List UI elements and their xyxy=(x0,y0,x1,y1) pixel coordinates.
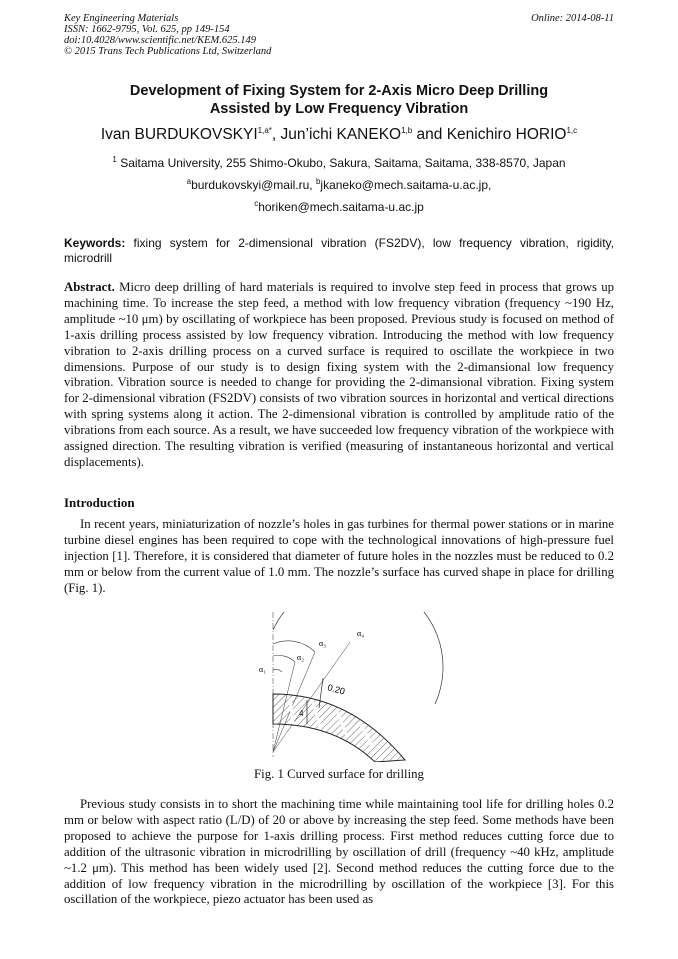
journal-name: Key Engineering Materials xyxy=(64,13,179,24)
title-line-2: Assisted by Low Frequency Vibration xyxy=(209,101,469,117)
diameter-label: 0.20 xyxy=(326,682,347,697)
author-3: and Kenichiro HORIO xyxy=(412,126,567,143)
emails-line-1 xyxy=(64,178,614,192)
paper-title xyxy=(64,82,614,118)
email-c-sup: c xyxy=(254,199,259,208)
introduction-heading: Introduction xyxy=(64,495,135,510)
figure-1-caption: Fig. 1 Curved surface for drilling xyxy=(254,767,424,781)
curved-workpiece xyxy=(273,694,405,762)
alpha-1-label: α₁ xyxy=(259,665,266,674)
depth-label: 4 xyxy=(299,709,304,718)
emails-line-2 xyxy=(64,200,614,214)
alpha-3-arc xyxy=(273,641,315,652)
alpha-2-label: α₂ xyxy=(297,653,304,662)
author-2: , Jun’ichi KANEKO xyxy=(271,126,402,143)
abstract-text: Micro deep drilling of hard materials is required to involve step feed in process that grows up machining time. To increase the step feed, a method with low frequency vibration (frequency ~190 Hz, amplitude ~10 μm) by oscillating of workpiece has been proposed. Previous study is focused on method of 1-axis drilling process assisted by low frequency vibration. Introducing the method with low frequency vibration to 2-axis drilling process on a curved surface is required to oscillate the workpiece in two dimensions. Purpose of our study is to design fixing system with the 2-dimansional low frequency vibration. Vibration source is needed to change for providing the 2-dimansional vibration. Fixing system for 2-dimensional vibration (FS2DV) consists of two vibration sources in horizontal and vertical directions with spring systems along it action. The 2-dimensional vibration is controlled by amplitude ratio of the vibrations from each source. As a result, we have succeeded low frequency vibration of the workpiece with assigned direction. The resulting vibration is verified (measuring of instantaneous horizontal and vertical displacements). xyxy=(64,280,614,469)
issn-line: ISSN: 1662-9795, Vol. 625, pp 149-154 xyxy=(64,24,230,35)
author-3-sup: 1,c xyxy=(566,125,578,135)
authors xyxy=(64,126,614,144)
email-c[interactable]: horiken@mech.saitama-u.ac.jp xyxy=(258,200,424,214)
alpha-2-arc xyxy=(273,655,295,662)
abstract xyxy=(64,280,614,471)
keywords-text: fixing system for 2-dimensional vibration (FS2DV), low frequency vibration, rigidity, microdrill xyxy=(64,236,614,265)
affiliation-sup: 1 xyxy=(112,155,117,164)
copyright-line: © 2015 Trans Tech Publications Ltd, Switzerland xyxy=(64,46,272,57)
keywords xyxy=(64,236,614,266)
email-b[interactable]: jkaneko@mech.saitama-u.ac.jp, xyxy=(320,178,492,192)
author-1-sup: 1,a* xyxy=(257,125,272,135)
title-line-1: Development of Fixing System for 2-Axis Micro Deep Drilling xyxy=(129,83,549,99)
alpha-1-arc xyxy=(273,670,282,672)
introduction-paragraph-2: Previous study consists in to short the machining time while maintaining tool life for drilling holes 0.2 mm or below with aspect ratio (L/D) of 20 or above by increasing the step feed. Some methods have been proposed to achieve the purpose for 1-axis drilling process. First method reduces cutting force due to addition of the ultrasonic vibration in microdrilling by oscillation of drill (frequency ~40 kHz, amplitude ~1.2 μm). This method has been widely used [2]. Second method reduces the cutting force due to the addition of low frequency vibration in the microdrilling by oscillation of the workpiece [3]. For this oscillation of the workpiece, piezo actuator has been used as xyxy=(64,797,614,907)
author-2-sup: 1,b xyxy=(401,125,413,135)
online-date: Online: 2014-08-11 xyxy=(531,13,614,24)
curved-surface-diagram xyxy=(255,612,455,762)
affiliation-text: Saitama University, 255 Shimo-Okubo, Sakura, Saitama, Saitama, 338-8570, Japan xyxy=(116,156,566,170)
introduction-paragraph-1: In recent years, miniaturization of nozzle’s holes in gas turbines for thermal power stations or in marine turbine diesel engines has been required to cope with the technological innovations of high-pressure fuel injection [1]. Therefore, it is considered that diameter of future holes in the nozzles must be reduced to 0.2 mm or below from the current value of 1.0 mm. The nozzle’s surface has curved shape in place for drilling (Fig. 1). xyxy=(64,517,614,595)
abstract-label: Abstract. xyxy=(64,280,115,294)
email-a-sup: a xyxy=(186,177,192,186)
email-b-sup: b xyxy=(315,177,321,186)
alpha-4-label: α₄ xyxy=(357,629,364,638)
affiliation xyxy=(64,156,614,170)
alpha-3-label: α₃ xyxy=(319,639,326,648)
doi-line: doi:10.4028/www.scientific.net/KEM.625.149 xyxy=(64,35,256,46)
page-header xyxy=(64,13,614,57)
email-a[interactable]: burdukovskyi@mail.ru, xyxy=(191,178,316,192)
author-1: Ivan BURDUKOVSKYI xyxy=(100,126,258,143)
figure-1 xyxy=(255,612,455,762)
keywords-label: Keywords: xyxy=(64,236,126,250)
